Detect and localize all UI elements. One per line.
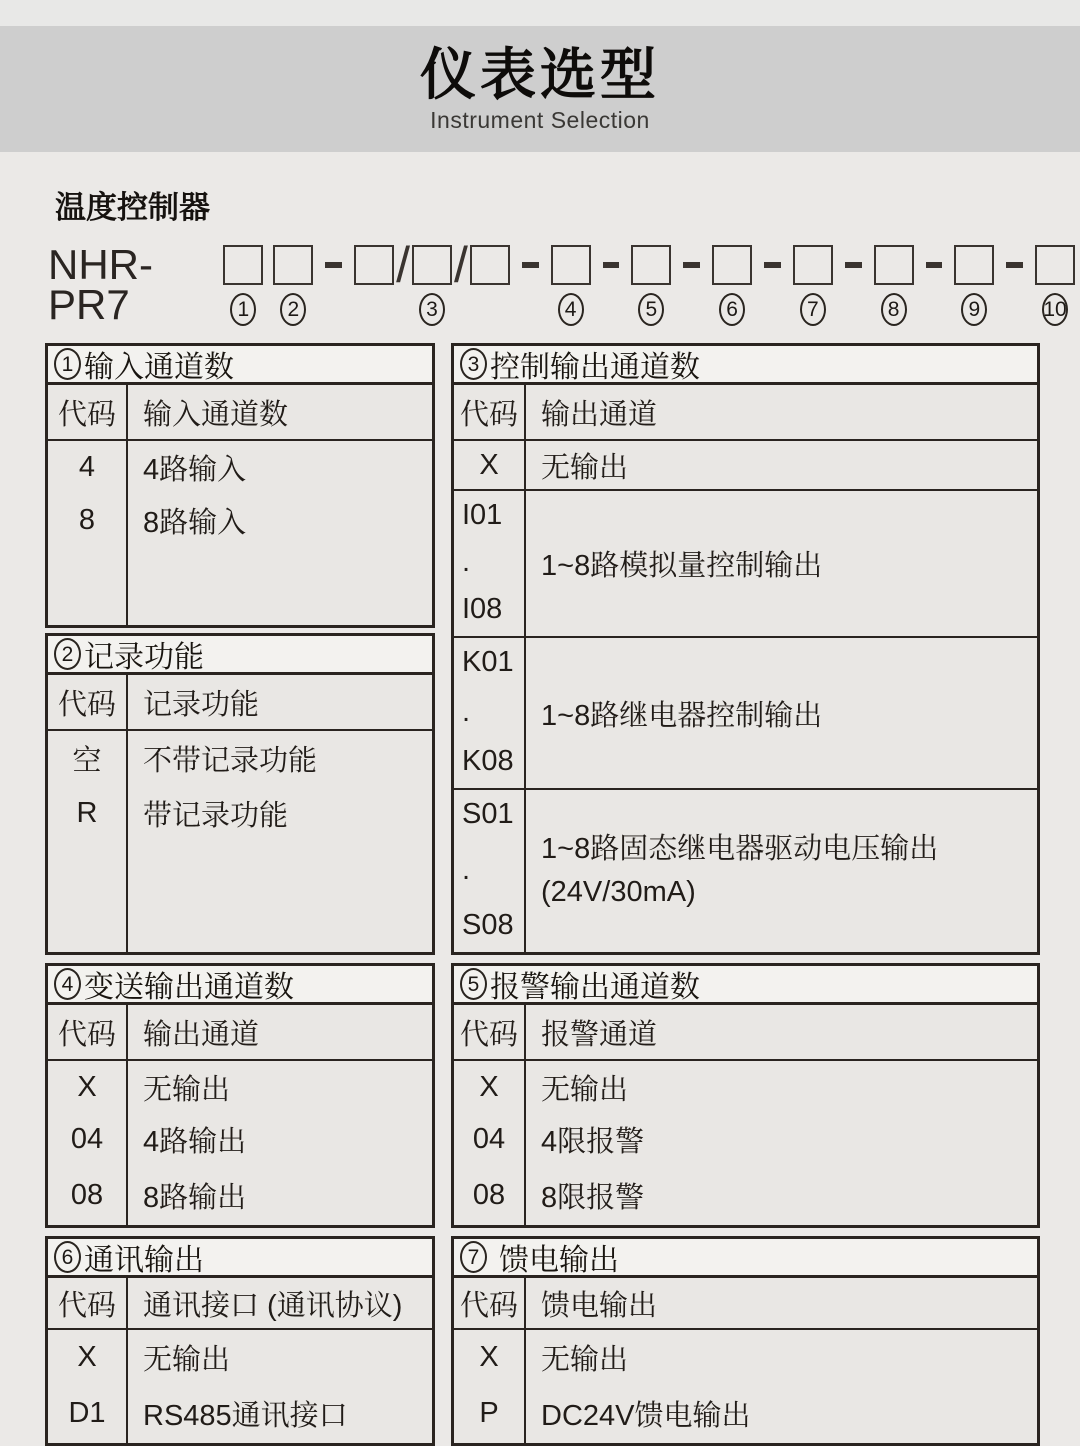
column-header-code: 代码	[454, 1005, 526, 1061]
position-number: 9	[961, 293, 987, 326]
code-cell: X	[454, 1061, 526, 1113]
model-box	[470, 245, 510, 285]
code-cell: P	[454, 1384, 526, 1443]
table-body	[48, 385, 432, 625]
selection-tables	[45, 343, 1040, 1446]
column-header-desc: 通讯接口 (通讯协议)	[128, 1278, 432, 1330]
page-subtitle: Instrument Selection	[430, 106, 650, 133]
code-range-dots: .	[462, 853, 471, 886]
desc-cell: 无输出	[143, 1073, 231, 1106]
section-header-1	[48, 346, 432, 385]
code-cell: X	[48, 1330, 128, 1384]
main-content	[0, 188, 1080, 1446]
model-position-1	[223, 245, 263, 326]
code-cell: 04	[48, 1113, 128, 1166]
dash-separator	[1006, 262, 1023, 268]
dash-separator	[845, 262, 862, 268]
section-number-circle: 7	[460, 1241, 487, 1273]
table-body	[454, 385, 1037, 952]
section-number-circle: 2	[54, 638, 81, 670]
product-name: 温度控制器	[55, 190, 210, 225]
section-title: 馈电输出	[499, 1244, 619, 1277]
table-control-output-channels	[451, 343, 1040, 955]
dash-separator	[603, 262, 620, 268]
position-number: 7	[800, 293, 826, 326]
code-range-start: I01	[462, 499, 503, 531]
code-cell: 08	[454, 1166, 526, 1225]
desc-line-2: (24V/30mA)	[541, 876, 696, 908]
model-position-10	[1035, 245, 1075, 326]
column-header-code: 代码	[454, 1278, 526, 1330]
model-position-3	[354, 237, 510, 326]
code-cell: 08	[48, 1166, 128, 1225]
code-cell: 空	[48, 731, 128, 786]
model-box	[793, 245, 833, 285]
column-header-desc: 输出通道	[526, 385, 1037, 441]
section-header-7	[454, 1239, 1037, 1278]
table-transmit-output-channels	[45, 963, 435, 1228]
section-number-circle: 5	[460, 968, 487, 1000]
section-title: 控制输出通道数	[490, 351, 700, 384]
desc-cell: 8限报警	[541, 1182, 645, 1214]
code-cell: R	[48, 786, 128, 841]
code-cell: X	[454, 441, 526, 491]
section-header-6	[48, 1239, 432, 1278]
section-header-2	[48, 636, 432, 675]
model-box	[631, 245, 671, 285]
code-range-cell	[454, 638, 526, 790]
code-cell: X	[48, 1061, 128, 1113]
filler-cell	[48, 841, 128, 952]
desc-line-1: 1~8路固态继电器驱动电压输出	[541, 832, 939, 865]
code-range-cell	[454, 790, 526, 952]
dash-separator	[926, 262, 943, 268]
section-number-circle: 1	[54, 348, 81, 380]
code-range-end: K08	[462, 745, 514, 777]
section-header-4	[48, 966, 432, 1005]
section-title: 输入通道数	[84, 351, 234, 384]
position-number: 10	[1042, 293, 1068, 326]
model-box	[354, 245, 394, 285]
table-feed-power-output	[451, 1236, 1040, 1446]
model-position-6	[712, 245, 752, 326]
code-range-end: S08	[462, 909, 514, 941]
desc-cell: 无输出	[541, 1073, 629, 1106]
section-title: 记录功能	[84, 641, 204, 674]
code-cell: D1	[48, 1384, 128, 1443]
table-body	[48, 675, 432, 952]
column-header-desc: 输出通道	[128, 1005, 432, 1061]
column-header-code: 代码	[48, 385, 128, 441]
table-body	[48, 1005, 432, 1225]
position-number: 8	[881, 293, 907, 326]
column-header-desc: 输入通道数	[128, 385, 432, 441]
code-range-start: K01	[462, 646, 514, 678]
model-position-9	[954, 245, 994, 326]
desc-cell: 1~8路继电器控制输出	[526, 638, 1037, 790]
desc-cell: 无输出	[541, 1343, 629, 1376]
position-number: 2	[280, 293, 306, 326]
column-header-code: 代码	[48, 1005, 128, 1061]
table-alarm-output-channels	[451, 963, 1040, 1228]
page-title: 仪表选型	[420, 43, 660, 107]
section-title: 报警输出通道数	[490, 971, 700, 1004]
code-range-start: S01	[462, 798, 514, 830]
desc-cell: 4路输入	[143, 453, 247, 486]
desc-cell: 8路输出	[143, 1182, 247, 1214]
desc-cell: DC24V馈电输出	[541, 1400, 751, 1432]
model-code-line	[48, 237, 1080, 328]
top-strip	[0, 0, 1080, 26]
table-record-function	[45, 633, 435, 955]
model-position-2	[273, 245, 313, 326]
column-header-code: 代码	[48, 675, 128, 731]
desc-cell: 不带记录功能	[143, 745, 318, 777]
section-number-circle: 4	[54, 968, 81, 1000]
model-box	[1035, 245, 1075, 285]
code-range-cell	[454, 491, 526, 638]
position-number: 6	[719, 293, 745, 326]
position-number: 4	[558, 293, 584, 326]
position-number: 3	[419, 293, 445, 326]
model-position-8	[874, 245, 914, 326]
model-box	[551, 245, 591, 285]
model-prefix: NHR-PR7	[48, 241, 153, 328]
desc-cell: RS485通讯接口	[143, 1400, 348, 1432]
desc-cell	[526, 790, 1037, 952]
code-range-dots: .	[462, 695, 471, 728]
column-header-code: 代码	[454, 385, 526, 441]
code-cell: X	[454, 1330, 526, 1384]
code-range-dots: .	[462, 546, 471, 578]
dash-separator	[522, 262, 539, 268]
title-band	[0, 26, 1080, 152]
table-input-channels	[45, 343, 435, 628]
column-header-desc: 记录功能	[128, 675, 432, 731]
code-cell: 8	[48, 493, 128, 548]
model-box	[712, 245, 752, 285]
table-body	[48, 1278, 432, 1443]
dash-separator	[325, 262, 342, 268]
column-header-code: 代码	[48, 1278, 128, 1330]
section-number-circle: 6	[54, 1241, 81, 1273]
code-cell: 04	[454, 1113, 526, 1166]
model-position-7	[793, 245, 833, 326]
filler-cell	[128, 841, 432, 952]
dash-separator	[683, 262, 700, 268]
position-number: 5	[638, 293, 664, 326]
section-header-3	[454, 346, 1037, 385]
section-title: 变送输出通道数	[84, 971, 294, 1004]
position-number: 1	[230, 293, 256, 326]
model-position-5	[631, 245, 671, 326]
code-range-end: I08	[462, 593, 503, 625]
table-communication-output	[45, 1236, 435, 1446]
model-box	[874, 245, 914, 285]
table-body	[454, 1278, 1037, 1443]
desc-cell: 8路输入	[143, 507, 247, 539]
model-box-group	[354, 237, 510, 293]
desc-cell: 4路输出	[143, 1126, 247, 1158]
desc-cell: 1~8路模拟量控制输出	[526, 491, 1037, 638]
dash-separator	[764, 262, 781, 268]
filler-cell	[48, 548, 128, 625]
column-header-desc: 报警通道	[526, 1005, 1037, 1061]
slash-separator: /	[396, 237, 410, 293]
column-header-desc: 馈电输出	[526, 1278, 1037, 1330]
model-box	[273, 245, 313, 285]
left-table-stack	[45, 343, 435, 955]
code-cell: 4	[48, 441, 128, 493]
section-header-5	[454, 966, 1037, 1005]
model-box	[954, 245, 994, 285]
slash-separator: /	[454, 237, 468, 293]
section-number-circle: 3	[460, 348, 487, 380]
model-box	[412, 245, 452, 285]
desc-cell: 无输出	[143, 1343, 231, 1376]
model-position-4	[551, 245, 591, 326]
filler-cell	[128, 548, 432, 625]
desc-cell: 4限报警	[541, 1126, 645, 1158]
model-box	[223, 245, 263, 285]
table-body	[454, 1005, 1037, 1225]
desc-cell: 无输出	[526, 441, 1037, 491]
desc-cell: 带记录功能	[143, 800, 289, 832]
section-title: 通讯输出	[84, 1244, 204, 1277]
